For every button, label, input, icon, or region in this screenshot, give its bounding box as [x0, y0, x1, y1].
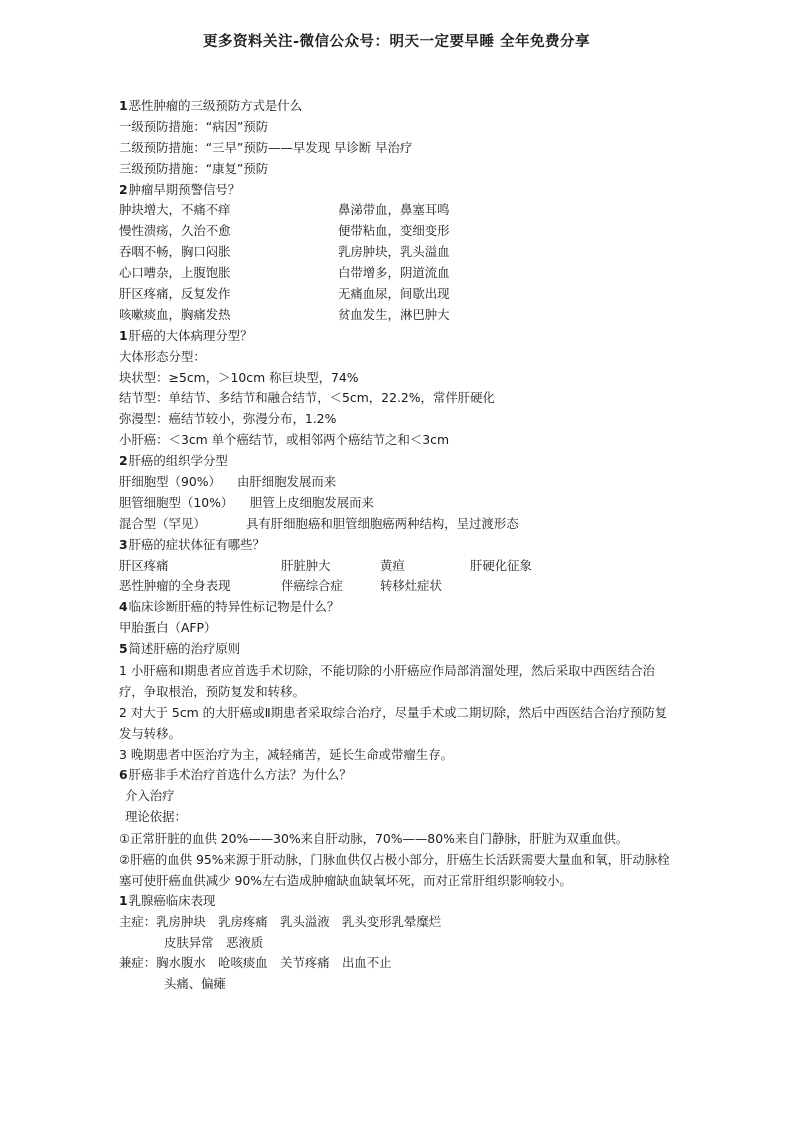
signal-row: 肿块增大，不痛不痒 鼻涕带血，鼻塞耳鸣 [119, 202, 450, 218]
paragraph: ①正常肝脏的血供 20%——30%来自肝动脉，70%——80%来自门静脉，肝脏为双重血供。 [119, 830, 629, 846]
section-heading: 1肝癌的大体病理分型？ [119, 327, 253, 343]
text-line: 主症：乳房肿块 乳房疼痛 乳头溢液 乳头变形乳晕糜烂 [119, 913, 442, 929]
text-line: 弥漫型：癌结节较小，弥漫分布，1.2% [119, 411, 337, 427]
text-line: 理论依据： [125, 808, 187, 824]
histology-row: 胆管细胞型（10%） 胆管上皮细胞发展而来 [119, 494, 374, 510]
text-line: 介入治疗 [125, 787, 175, 803]
signal-row: 吞咽不畅，胸口闷胀 乳房肿块，乳头溢血 [119, 244, 450, 260]
text-line: 结节型：单结节、多结节和融合结节，＜5cm，22.2%，常伴肝硬化 [119, 390, 495, 406]
section-heading: 2肿瘤早期预警信号？ [119, 181, 241, 197]
text-line: 二级预防措施：“三早”预防——早发现 早诊断 早治疗 [119, 139, 413, 155]
signal-row: 慢性溃疡，久治不愈 便带粘血，变细变形 [119, 223, 450, 239]
section-heading: 1乳腺癌临床表现 [119, 892, 216, 908]
section-heading: 5简述肝癌的治疗原则 [119, 641, 241, 657]
section-heading: 3肝癌的症状体征有哪些？ [119, 536, 265, 552]
paragraph: ②肝癌的血供 95%来源于肝动脉，门脉血供仅占极小部分，肝癌生长活跃需要大量血和氧，肝动脉栓塞可使肝癌血供减少 90%左右造成肿瘤缺血缺氧坏死，而对正常肝组织影响较小。 [119, 851, 670, 888]
text-line: 三级预防措施：“康复”预防 [119, 160, 269, 176]
section-heading: 4临床诊断肝癌的特异性标记物是什么？ [119, 599, 340, 615]
text-line: 头痛、偏瘫 [164, 976, 226, 992]
document-body [119, 96, 679, 995]
histology-row: 肝细胞型（90%） 由肝细胞发展而来 [119, 474, 337, 490]
text-line: 小肝癌：＜3cm 单个癌结节，或相邻两个癌结节之和＜3cm [119, 432, 450, 448]
text-line: 大体形态分型： [119, 348, 206, 364]
signal-row: 心口嘈杂，上腹饱胀 白带增多，阴道流血 [119, 265, 450, 281]
section-heading: 6肝癌非手术治疗首选什么方法？为什么？ [119, 767, 352, 783]
section-heading: 2肝癌的组织学分型 [119, 453, 228, 469]
section-heading: 1恶性肿瘤的三级预防方式是什么 [119, 98, 303, 113]
signal-row: 肝区疼痛，反复发作 无痛血尿，间歇出现 [119, 286, 450, 302]
paragraph: 2 对大于 5cm 的大肝癌或Ⅱ期患者采取综合治疗，尽量手术或二期切除，然后中西医结合治疗预防复发与转移。 [119, 705, 668, 742]
text-line: 块状型：≥5cm，＞10cm 称巨块型，74% [119, 369, 359, 385]
text-line: 一级预防措施：“病因”预防 [119, 118, 269, 134]
paragraph: 3 晚期患者中医治疗为主，减轻痛苦，延长生命或带瘤生存。 [119, 747, 453, 763]
text-line: 兼症：胸水腹水 呛咳痰血 关节疼痛 出血不止 [119, 955, 392, 971]
page-header: 更多资料关注-微信公众号：明天一定要早睡 全年免费分享 [202, 33, 591, 50]
symptom-row: 肝区疼痛 肝脏肿大 黄疸 肝硬化征象 [119, 557, 532, 573]
paragraph: 1 小肝癌和Ⅰ期患者应首选手术切除，不能切除的小肝癌应作局部消溜处理，然后采取中西医结合治疗，争取根治，预防复发和转移。 [119, 663, 655, 700]
symptom-row: 恶性肿瘤的全身表现 伴癌综合症 转移灶症状 [119, 578, 442, 594]
text-line: 甲胎蛋白（AFP） [119, 620, 217, 636]
signal-row: 咳嗽痰血，胸痛发热 贫血发生，淋巴肿大 [119, 306, 450, 322]
text-line: 皮肤异常 恶液质 [164, 934, 264, 950]
histology-row: 混合型（罕见） 具有肝细胞癌和胆管细胞癌两种结构，呈过渡形态 [119, 515, 519, 531]
